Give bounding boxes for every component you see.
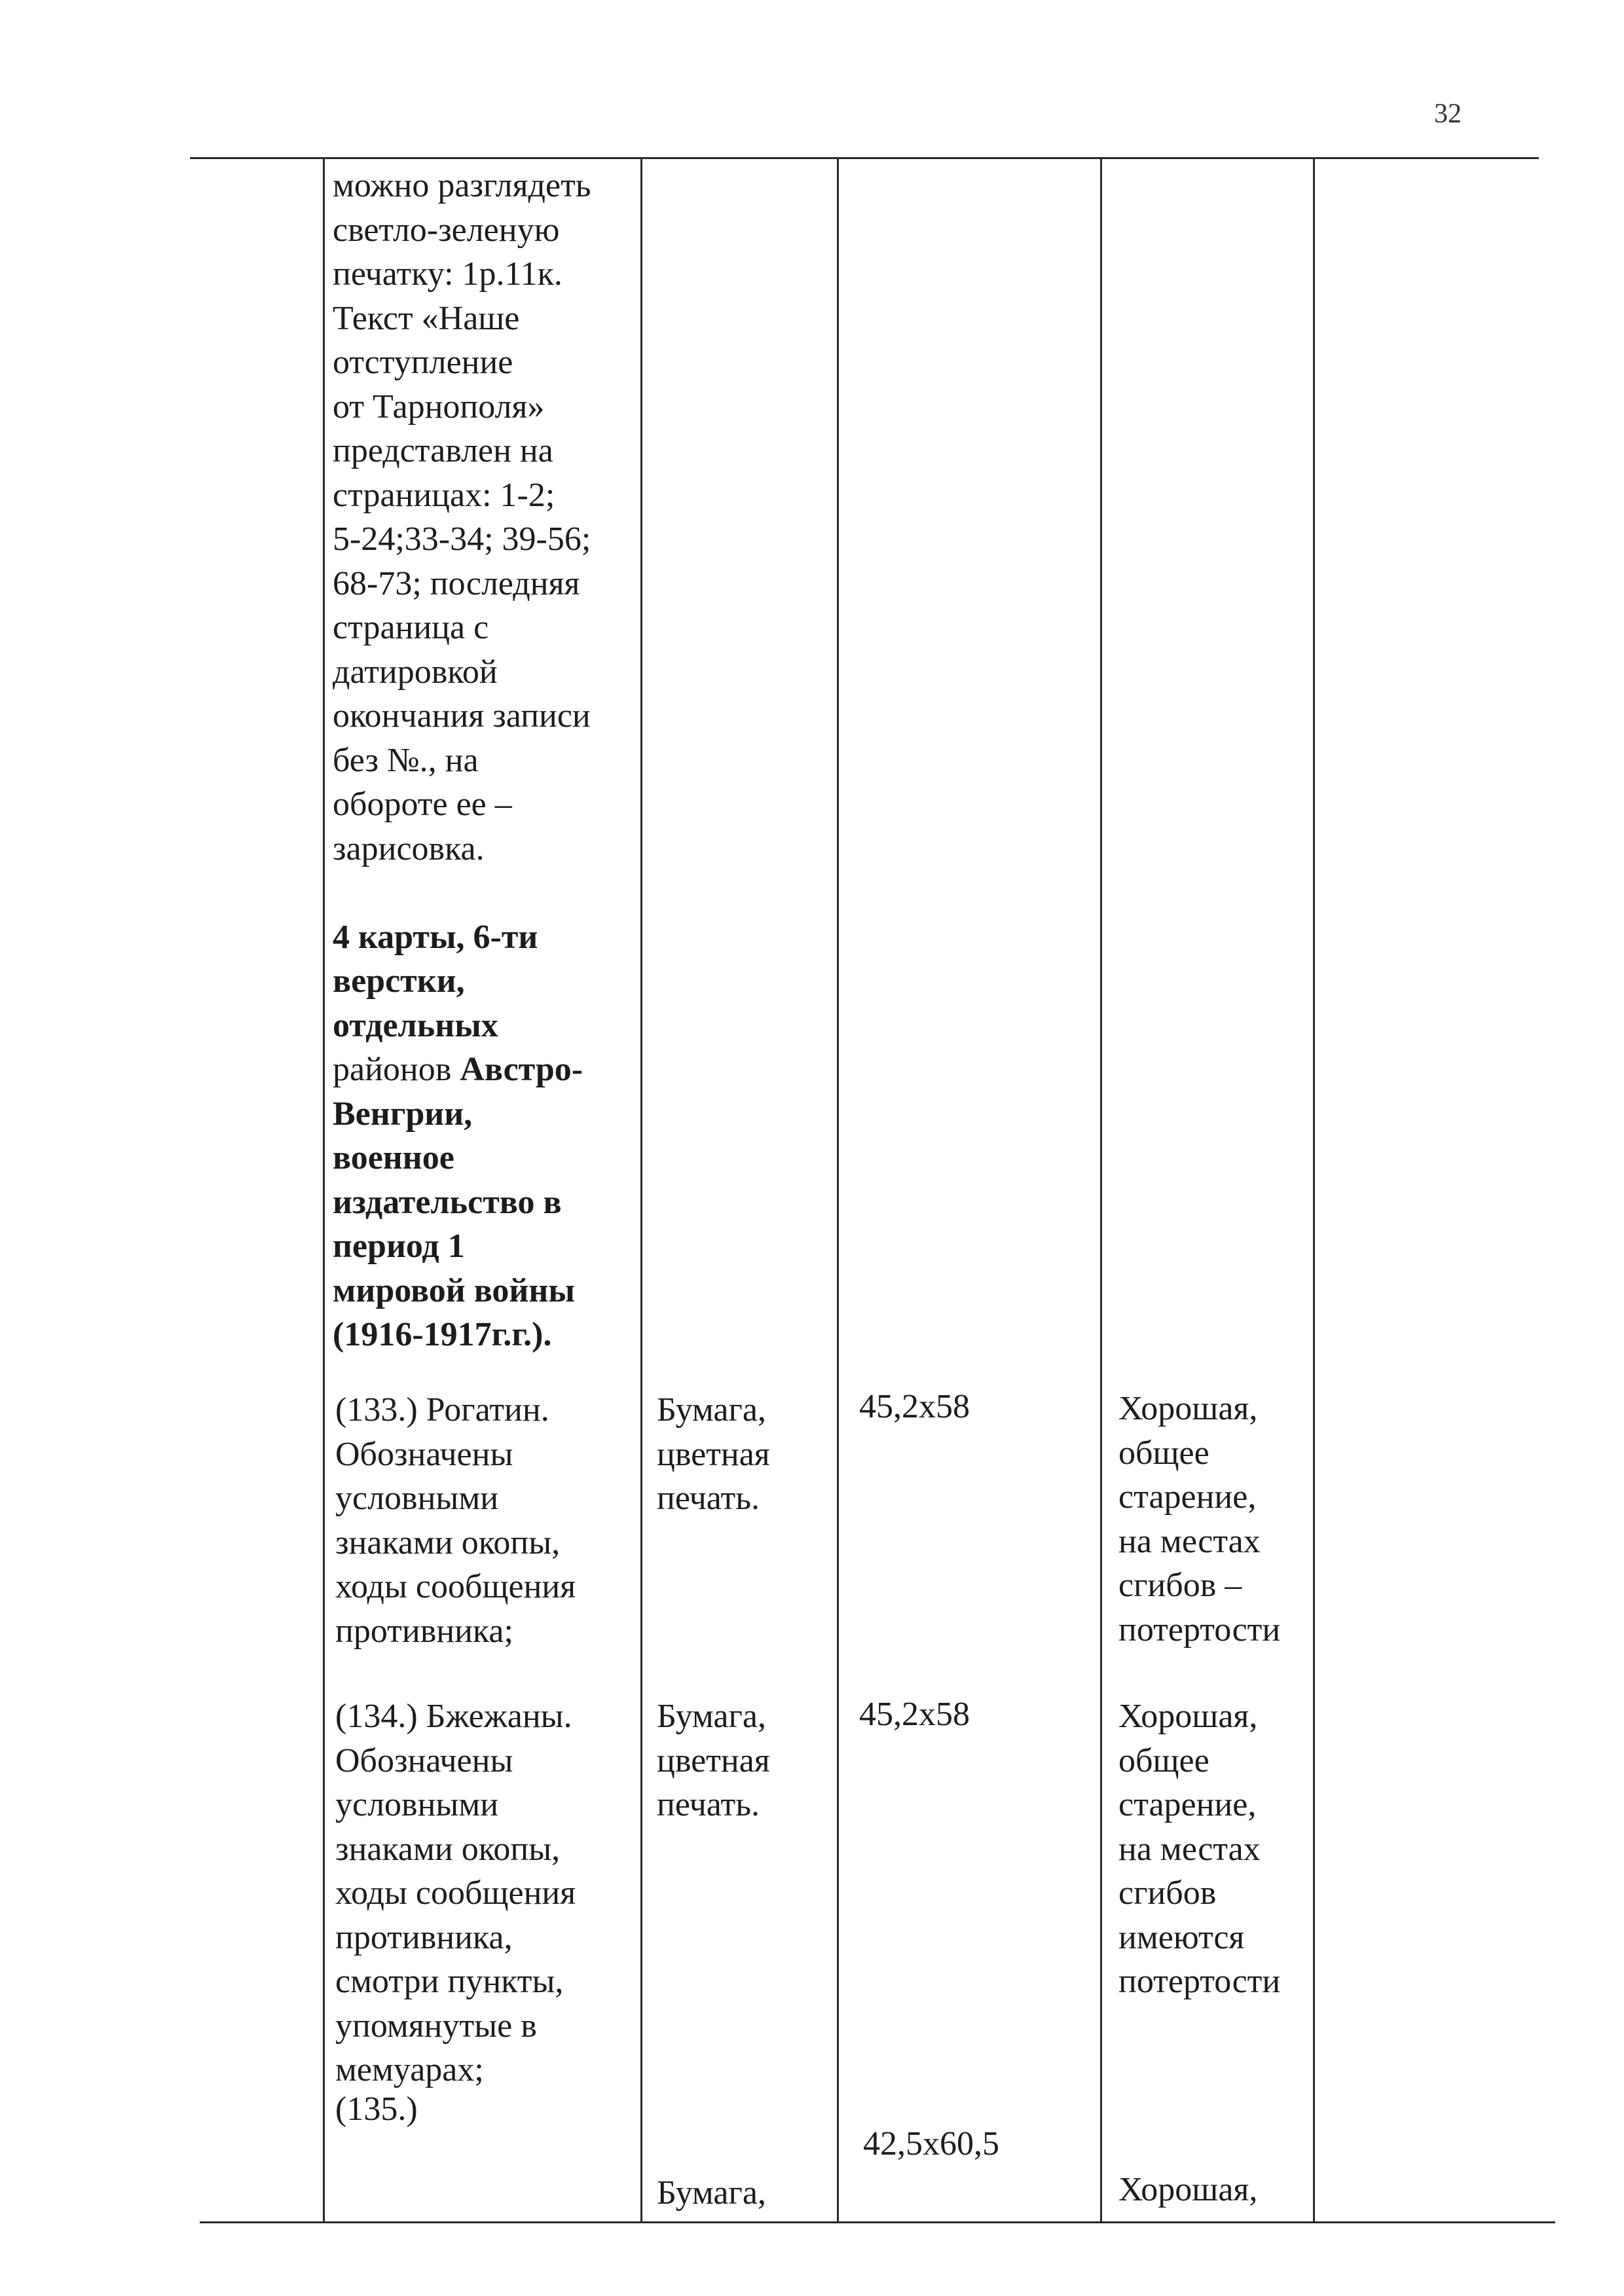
intro-line: Текст «Наше xyxy=(333,299,520,337)
section-header-line: (1916-1917г.г.). xyxy=(333,1316,552,1353)
intro-line: датировкой xyxy=(333,653,498,691)
section-header-line: период 1 xyxy=(333,1228,465,1265)
row-133-size: 45,2х58 xyxy=(859,1388,970,1425)
column-divider-5 xyxy=(1313,157,1315,2223)
section-header-line: военное xyxy=(333,1139,454,1176)
row-134-description: (134.) Бжежаны. Обозначены условными знаками окопы, ходы сообщения противника, смотри пункты, упомянутые в мемуарах; xyxy=(335,1698,576,2088)
section-header-line: Венгрии, xyxy=(333,1095,473,1133)
intro-line: зарисовка. xyxy=(333,829,485,867)
section-header-line xyxy=(333,1048,640,1092)
intro-line: отступление xyxy=(333,344,513,381)
row-133-condition: Хорошая, общее старение, на местах сгибов – потертости xyxy=(1118,1390,1281,1649)
intro-line: окончания записи xyxy=(333,697,591,735)
intro-line: печатку: 1р.11к. xyxy=(333,255,563,293)
intro-line: представлен на xyxy=(333,432,553,469)
column-divider-3 xyxy=(837,157,839,2223)
section-header-line: 4 карты, 6-ти xyxy=(333,918,538,956)
row-135-condition: Хорошая, xyxy=(1118,2171,1258,2208)
column-divider-2 xyxy=(640,157,642,2223)
section-header-line: мировой войны xyxy=(333,1271,575,1309)
intro-line: страница с xyxy=(333,609,489,646)
intro-text xyxy=(333,164,640,1357)
section-header-line: верстки, xyxy=(333,962,465,1000)
table-bottom-border xyxy=(200,2221,1555,2223)
row-133-material: Бумага, цветная печать. xyxy=(657,1391,770,1517)
section-header-normal: районов xyxy=(333,1051,460,1088)
row-135-material: Бумага, xyxy=(657,2174,766,2212)
table-top-border xyxy=(190,157,1539,159)
intro-line: светло-зеленую xyxy=(333,211,560,249)
column-divider-4 xyxy=(1100,157,1102,2223)
row-134-material: Бумага, цветная печать. xyxy=(657,1698,770,1823)
intro-line: от Тарнополя» xyxy=(333,388,545,426)
intro-line: можно разглядеть xyxy=(333,167,591,204)
section-header-line: отдельных xyxy=(333,1006,498,1044)
row-133-description: (133.) Рогатин. Обозначены условными знаками окопы, ходы сообщения противника; xyxy=(335,1391,576,1650)
intro-line: обороте ее – xyxy=(333,786,512,823)
section-header-bold: Австро- xyxy=(460,1051,583,1088)
row-134-size: 45,2х58 xyxy=(859,1696,970,1733)
section-header-line: издательство в xyxy=(333,1183,562,1221)
intro-line: 5-24;33-34; 39-56; xyxy=(333,520,591,558)
intro-line: без №., на xyxy=(333,741,479,779)
intro-line: 68-73; последняя xyxy=(333,564,580,602)
intro-line: страницах: 1-2; xyxy=(333,476,555,514)
row-134-condition: Хорошая, общее старение, на местах сгибов имеются потертости xyxy=(1118,1698,1281,2000)
column-divider-1 xyxy=(323,157,325,2223)
row-135-description: (135.) xyxy=(335,2090,418,2128)
row-135-size: 42,5х60,5 xyxy=(863,2125,999,2162)
page-number: 32 xyxy=(1434,99,1462,129)
